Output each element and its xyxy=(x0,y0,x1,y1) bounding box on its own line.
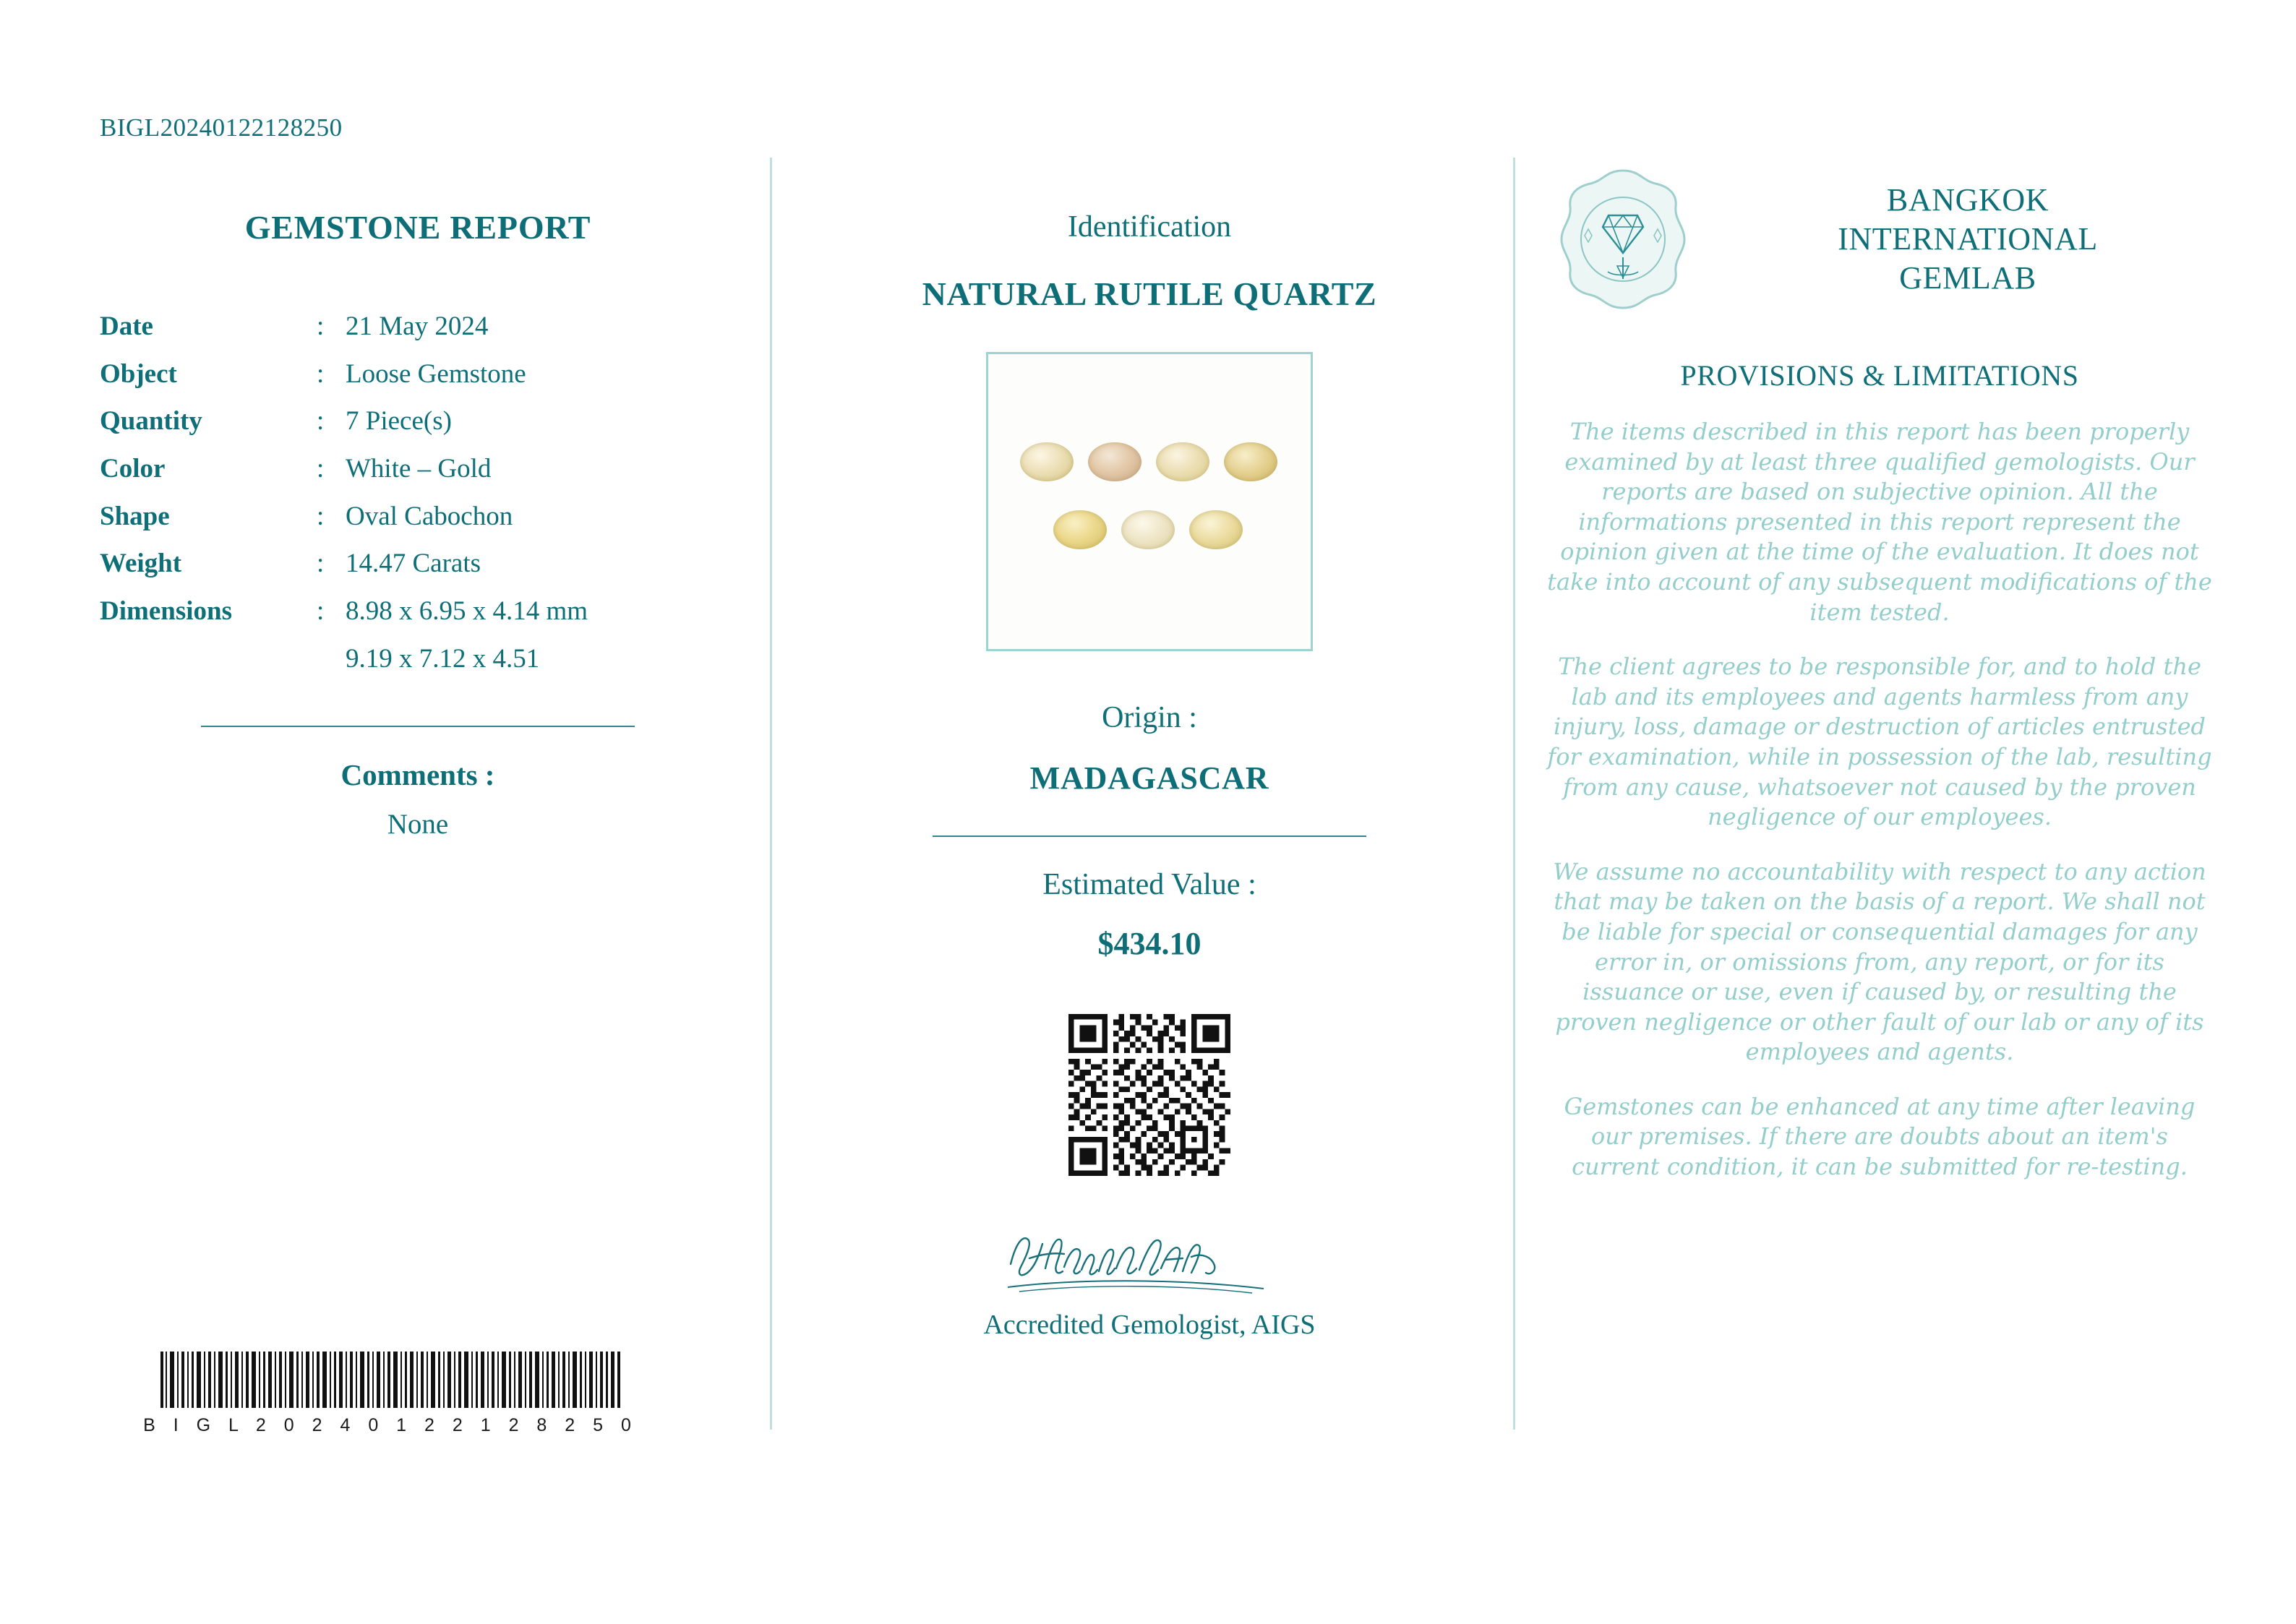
spec-value-dimensions-second: 9.19 x 7.12 x 4.51 xyxy=(346,643,540,674)
page-title: GEMSTONE REPORT xyxy=(244,209,591,246)
qr-code-image xyxy=(1068,1014,1230,1176)
spec-colon: : xyxy=(317,312,325,341)
brand-line-2: INTERNATIONAL xyxy=(1838,221,2098,257)
brand-title xyxy=(1723,181,2212,297)
spec-colon: : xyxy=(317,501,325,531)
spec-label-shape: Shape xyxy=(100,501,170,531)
spec-value-date: 21 May 2024 xyxy=(346,312,489,341)
spec-label-dimensions: Dimensions xyxy=(100,596,232,626)
gem-7 xyxy=(1189,510,1243,549)
brand-header xyxy=(1547,163,2212,315)
table-row xyxy=(100,635,736,683)
barcode-image xyxy=(159,1352,622,1408)
table-row xyxy=(100,493,736,541)
gem-2 xyxy=(1088,442,1141,481)
spec-label-object: Object xyxy=(100,358,177,389)
comments-value: None xyxy=(387,809,449,841)
brand-line-3: GEMLAB xyxy=(1899,259,2036,296)
provisions-title: PROVISIONS & LIMITATIONS xyxy=(1680,359,2079,392)
gemstone-photo xyxy=(986,352,1313,651)
gem-3 xyxy=(1156,442,1209,481)
spec-colon: : xyxy=(317,358,325,389)
identification-label: Identification xyxy=(1067,210,1232,244)
identification-value: NATURAL RUTILE QUARTZ xyxy=(922,275,1377,312)
qr-code[interactable] xyxy=(1068,1014,1230,1176)
table-row xyxy=(100,445,736,493)
spec-value-weight: 14.47 Carats xyxy=(346,549,481,579)
spec-colon: : xyxy=(317,549,325,579)
spec-value-shape: Oval Cabochon xyxy=(346,501,513,531)
column-divider-left xyxy=(770,158,772,1430)
signature-image xyxy=(998,1216,1301,1303)
gemlab-logo-icon xyxy=(1547,163,1699,315)
spec-value-color: White – Gold xyxy=(346,453,492,484)
spec-colon: : xyxy=(317,453,325,484)
origin-label: Origin : xyxy=(1102,701,1197,734)
signature-caption: Accredited Gemologist, AIGS xyxy=(983,1310,1316,1340)
spec-value-dimensions: 8.98 x 6.95 x 4.14 mm xyxy=(346,596,588,626)
barcode-block xyxy=(101,1352,680,1436)
spec-label-quantity: Quantity xyxy=(100,406,202,437)
spec-value-object: Loose Gemstone xyxy=(346,358,526,389)
estimated-value-label: Estimated Value : xyxy=(1042,868,1256,901)
signature xyxy=(998,1216,1301,1303)
specifications-table xyxy=(100,303,736,682)
spec-label-weight: Weight xyxy=(100,549,182,579)
report-number: BIGL20240122128250 xyxy=(100,113,343,142)
spec-value-quantity: 7 Piece(s) xyxy=(346,406,452,437)
comments-title: Comments : xyxy=(340,758,495,792)
middle-column xyxy=(802,158,1496,1341)
spec-colon: : xyxy=(317,406,325,437)
spec-colon: : xyxy=(317,596,325,626)
gem-1 xyxy=(1020,442,1074,481)
gem-5 xyxy=(1053,510,1107,549)
left-column xyxy=(100,158,736,841)
spec-label-color: Color xyxy=(100,453,166,484)
divider xyxy=(201,726,635,727)
column-divider-right xyxy=(1513,158,1515,1430)
table-row xyxy=(100,540,736,588)
gem-4 xyxy=(1224,442,1277,481)
provisions-paragraph-1: The items described in this report has been properly examined by at least three qualified gemologists. Our reports are based on subjective opinion. All the informations presented in this report represent the opinion given at the time of the evaluation. It does not take into account of any subsequent modifications of the item tested. xyxy=(1547,418,2212,626)
provisions-paragraph-2: The client agrees to be responsible for, and to hold the lab and its employees and agents harmless from any injury, loss, damage or destruction of articles entrusted for examination, while in possession of the lab, resulting from any cause, whatsoever not caused by the proven negligence of our employees. xyxy=(1547,653,2212,831)
estimated-value-amount: $434.10 xyxy=(1097,926,1201,961)
logo-image xyxy=(1547,163,1699,315)
origin-value: MADAGASCAR xyxy=(1029,760,1269,796)
provisions-paragraph-4: Gemstones can be enhanced at any time after leaving our premises. If there are doubts about an item's current condition, it can be submitted for re-testing. xyxy=(1564,1092,2196,1181)
table-row xyxy=(100,303,736,351)
brand-line-1: BANGKOK xyxy=(1886,182,2049,218)
table-row xyxy=(100,351,736,398)
table-row xyxy=(100,398,736,445)
provisions-paragraph-3: We assume no accountability with respect to any action that may be taken on the basis of a report. We shall not be liable for special or consequential damages for any error in, or omissions from, any report, or for its issuance or use, even if caused by, or resulting the proven negligence or other fault of our lab or any of its employees and agents. xyxy=(1553,857,2206,1066)
divider xyxy=(933,835,1366,837)
spec-label-date: Date xyxy=(100,312,153,341)
gem-6 xyxy=(1121,510,1175,549)
right-column xyxy=(1547,158,2212,1182)
barcode-text: B I G L 2 0 2 4 0 1 2 2 1 2 8 2 5 0 xyxy=(143,1415,638,1435)
table-row xyxy=(100,588,736,635)
